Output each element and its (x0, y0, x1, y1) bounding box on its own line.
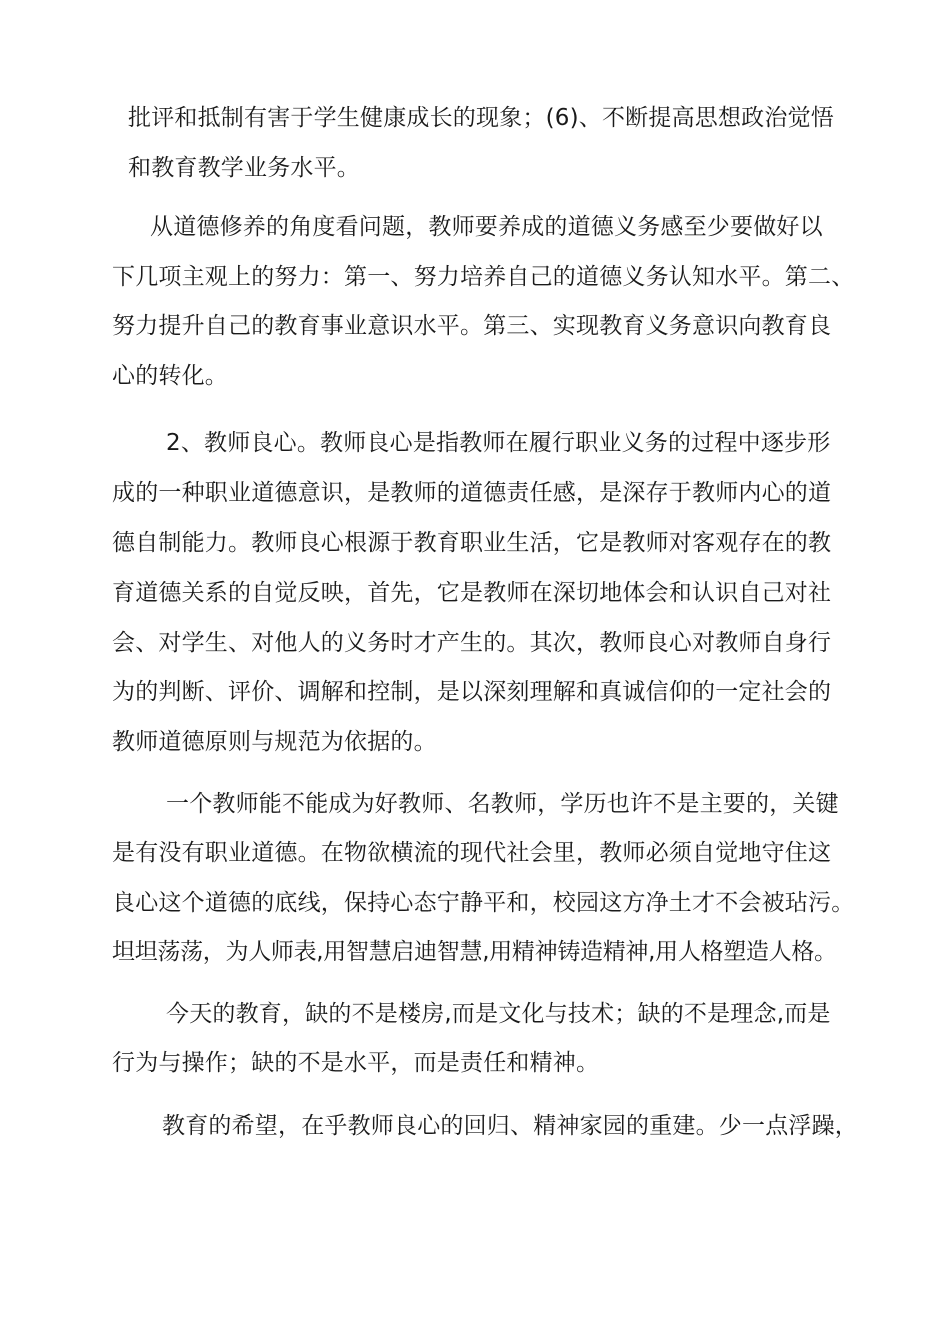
text-line: 育道德关系的自觉反映，首先，它是教师在深切地体会和认识自己对社 (112, 580, 832, 606)
text-line: 下几项主观上的努力：第一、努力培养自己的道德义务认知水平。第二、 (112, 264, 855, 290)
text-line: 是有没有职业道德。在物欲横流的现代社会里，教师必须自觉地守住这 (112, 840, 832, 866)
text-line: 一个教师能不能成为好教师、名教师，学历也许不是主要的，关键 (166, 791, 839, 817)
text-line: 2、教师良心。教师良心是指教师在履行职业义务的过程中逐步形 (166, 430, 831, 456)
text-line: 努力提升自己的教育事业意识水平。第三、实现教育义务意识向教育良 (112, 313, 832, 339)
text-line: 从道德修养的角度看问题，教师要养成的道德义务感至少要做好以 (150, 214, 823, 240)
text-line: 今天的教育，缺的不是楼房,而是文化与技术；缺的不是理念,而是 (166, 1001, 831, 1027)
text-line: 和教育教学业务水平。 (128, 155, 360, 181)
text-line: 会、对学生、对他人的义务时才产生的。其次，教师良心对教师自身行 (112, 630, 832, 656)
text-line: 教师道德原则与规范为依据的。 (112, 729, 437, 755)
text-line: 教育的希望，在乎教师良心的回归、精神家园的重建。少一点浮躁， (162, 1113, 858, 1139)
text-line: 批评和抵制有害于学生健康成长的现象；(6)、不断提高思想政治觉悟 (128, 105, 834, 131)
text-line: 坦坦荡荡，为人师表,用智慧启迪智慧,用精神铸造精神,用人格塑造人格。 (112, 939, 837, 965)
text-line: 为的判断、评价、调解和控制，是以深刻理解和真诚信仰的一定社会的 (112, 679, 832, 705)
text-line: 成的一种职业道德意识，是教师的道德责任感，是深存于教师内心的道 (112, 480, 832, 506)
text-line: 行为与操作；缺的不是水平，而是责任和精神。 (112, 1050, 600, 1076)
text-line: 心的转化。 (112, 363, 228, 389)
text-line: 德自制能力。教师良心根源于教育职业生活，它是教师对客观存在的教 (112, 530, 832, 556)
text-line: 良心这个道德的底线，保持心态宁静平和，校园这方净土才不会被玷污。 (112, 890, 855, 916)
